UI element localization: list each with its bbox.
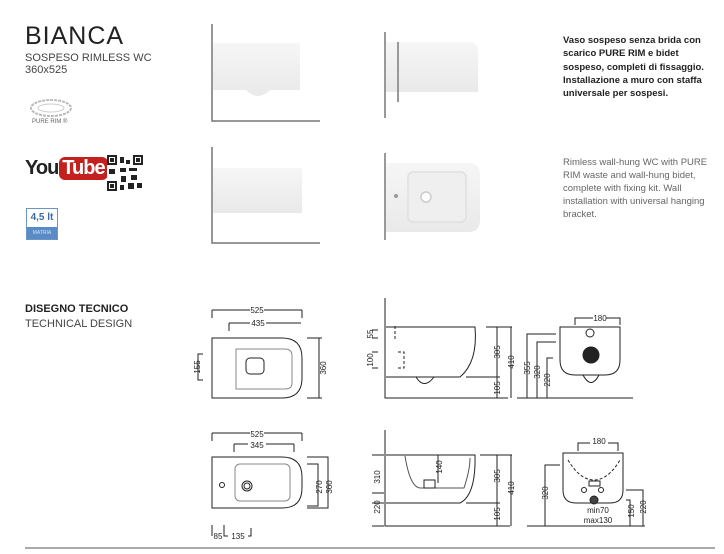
dim-wc-height: 305 xyxy=(493,345,502,359)
youtube-tube: Tube xyxy=(59,157,107,180)
photo-bidet-top xyxy=(385,153,480,240)
dim-bidet-inner: 345 xyxy=(250,441,264,450)
drawing-bidet-side xyxy=(372,430,512,526)
dim-wc-total: 410 xyxy=(507,355,516,369)
dim-bidet-height: 305 xyxy=(493,469,502,483)
dim-wc-floor: 105 xyxy=(493,381,502,395)
photo-bidet-side xyxy=(212,147,320,243)
dim-wc-spacing: 180 xyxy=(593,314,607,323)
description-italian: Vaso sospeso senza brida con scarico PURE RIM e bidet sospeso, completi di fissaggio. Installazione a muro con staffa universale per sospesi. xyxy=(563,35,704,100)
photo-wc-top xyxy=(385,32,478,118)
dimension-labels xyxy=(193,306,648,541)
product-subtitle: SOSPESO RIMLESS WC xyxy=(25,52,152,64)
dim-wc-holes: 155 xyxy=(193,360,202,374)
drawing-wc-side xyxy=(372,298,512,398)
dim-bidet-h1: 320 xyxy=(541,486,550,500)
dim-bidet-off2: 135 xyxy=(231,532,245,541)
dim-bidet-b: 220 xyxy=(373,500,382,514)
flush-label: MATRIA xyxy=(27,227,57,239)
dim-bidet-inner-w: 270 xyxy=(315,480,324,494)
dim-bidet-a: 310 xyxy=(373,470,382,484)
dim-bidet-min: min70 xyxy=(587,506,609,515)
dim-bidet-spacing: 180 xyxy=(592,437,606,446)
dim-wc-h3: 220 xyxy=(543,373,552,387)
dim-bidet-h3: 220 xyxy=(639,500,648,514)
dim-bidet-depth: 140 xyxy=(435,460,444,474)
product-size: 360x525 xyxy=(25,64,68,76)
youtube-you: You xyxy=(25,157,59,179)
dim-wc-inner: 435 xyxy=(251,319,265,328)
description-english: Rimless wall-hung WC with PURE RIM waste and wall-hung bidet, complete with fixing kit. Wall installation with universal hanging bracket. xyxy=(563,157,708,220)
dim-bidet-h2: 150 xyxy=(627,504,636,518)
dim-bidet-max: max130 xyxy=(583,516,613,525)
dim-wc-h1: 355 xyxy=(523,361,532,375)
dim-wc-b: 100 xyxy=(366,353,375,367)
dim-bidet-width: 360 xyxy=(325,480,334,494)
dim-bidet-off1: 85 xyxy=(213,532,223,541)
dim-bidet-floor: 105 xyxy=(493,507,502,521)
photo-wc-side xyxy=(212,24,320,121)
dim-wc-length: 525 xyxy=(250,306,264,315)
dim-wc-h2: 320 xyxy=(533,365,542,379)
drawing-wc-front xyxy=(517,318,633,398)
dim-bidet-length: 525 xyxy=(250,430,264,439)
pure-rim-label: PURE RIM ® xyxy=(32,119,68,125)
product-title: BIANCA xyxy=(25,22,125,50)
flush-volume: 4,5 lt xyxy=(30,212,54,223)
dim-bidet-total: 410 xyxy=(507,481,516,495)
technical-title-it: DISEGNO TECNICO xyxy=(25,303,129,315)
dim-wc-width: 360 xyxy=(319,361,328,375)
technical-title-en: TECHNICAL DESIGN xyxy=(25,318,133,330)
drawing-bidet-top xyxy=(212,433,328,536)
dim-wc-a: 55 xyxy=(366,329,375,339)
